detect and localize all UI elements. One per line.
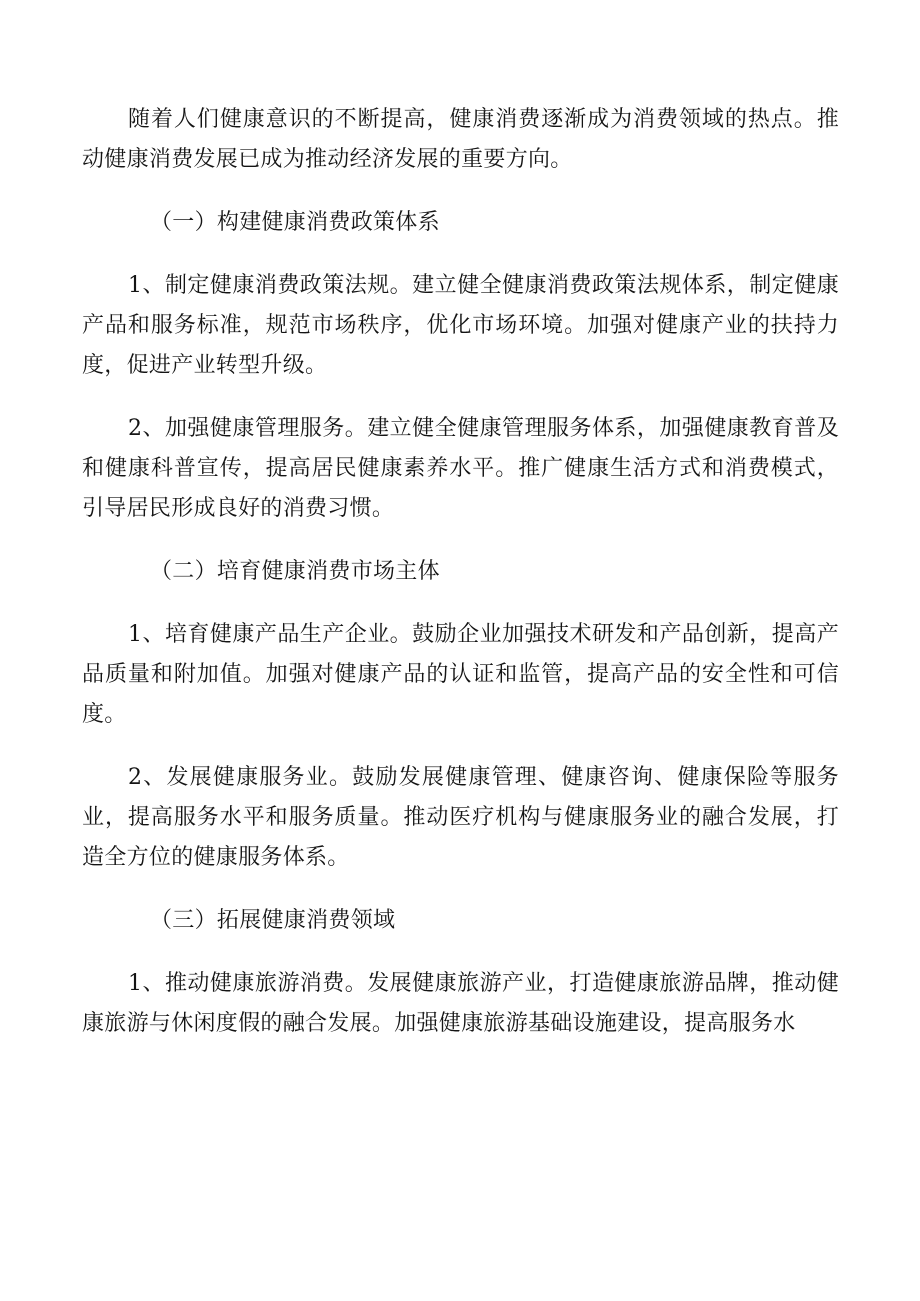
section1-item-1: 1、制定健康消费政策法规。建立健全健康消费政策法规体系，制定健康产品和服务标准，规范市场秩序，优化市场环境。加强对健康产业的扶持力度，促进产业转型升级。 <box>82 273 839 378</box>
section3-item-1: 1、推动健康旅游消费。发展健康旅游产业，打造健康旅游品牌，推动健康旅游与休闲度假的融合发展。加强健康旅游基础设施建设，提高服务水 <box>82 971 839 1036</box>
section-heading-2: （二）培育健康消费市场主体 <box>150 559 440 584</box>
section2-item-1: 1、培育健康产品生产企业。鼓励企业加强技术研发和产品创新，提高产品质量和附加值。加强对健康产品的认证和监管，提高产品的安全性和可信度。 <box>82 622 839 727</box>
section1-item-2: 2、加强健康管理服务。建立健全健康管理服务体系，加强健康教育普及和健康科普宣传，提高居民健康素养水平。推广健康生活方式和消费模式，引导居民形成良好的消费习惯。 <box>82 416 839 521</box>
section-heading-3: （三）拓展健康消费领域 <box>150 908 396 933</box>
section-heading-1: （一）构建健康消费政策体系 <box>150 210 440 235</box>
document-page <box>82 100 839 1067</box>
section2-item-2: 2、发展健康服务业。鼓励发展健康管理、健康咨询、健康保险等服务业，提高服务水平和服务质量。推动医疗机构与健康服务业的融合发展，打造全方位的健康服务体系。 <box>82 765 839 870</box>
intro-paragraph: 随着人们健康意识的不断提高，健康消费逐渐成为消费领域的热点。推动健康消费发展已成为推动经济发展的重要方向。 <box>82 107 839 172</box>
